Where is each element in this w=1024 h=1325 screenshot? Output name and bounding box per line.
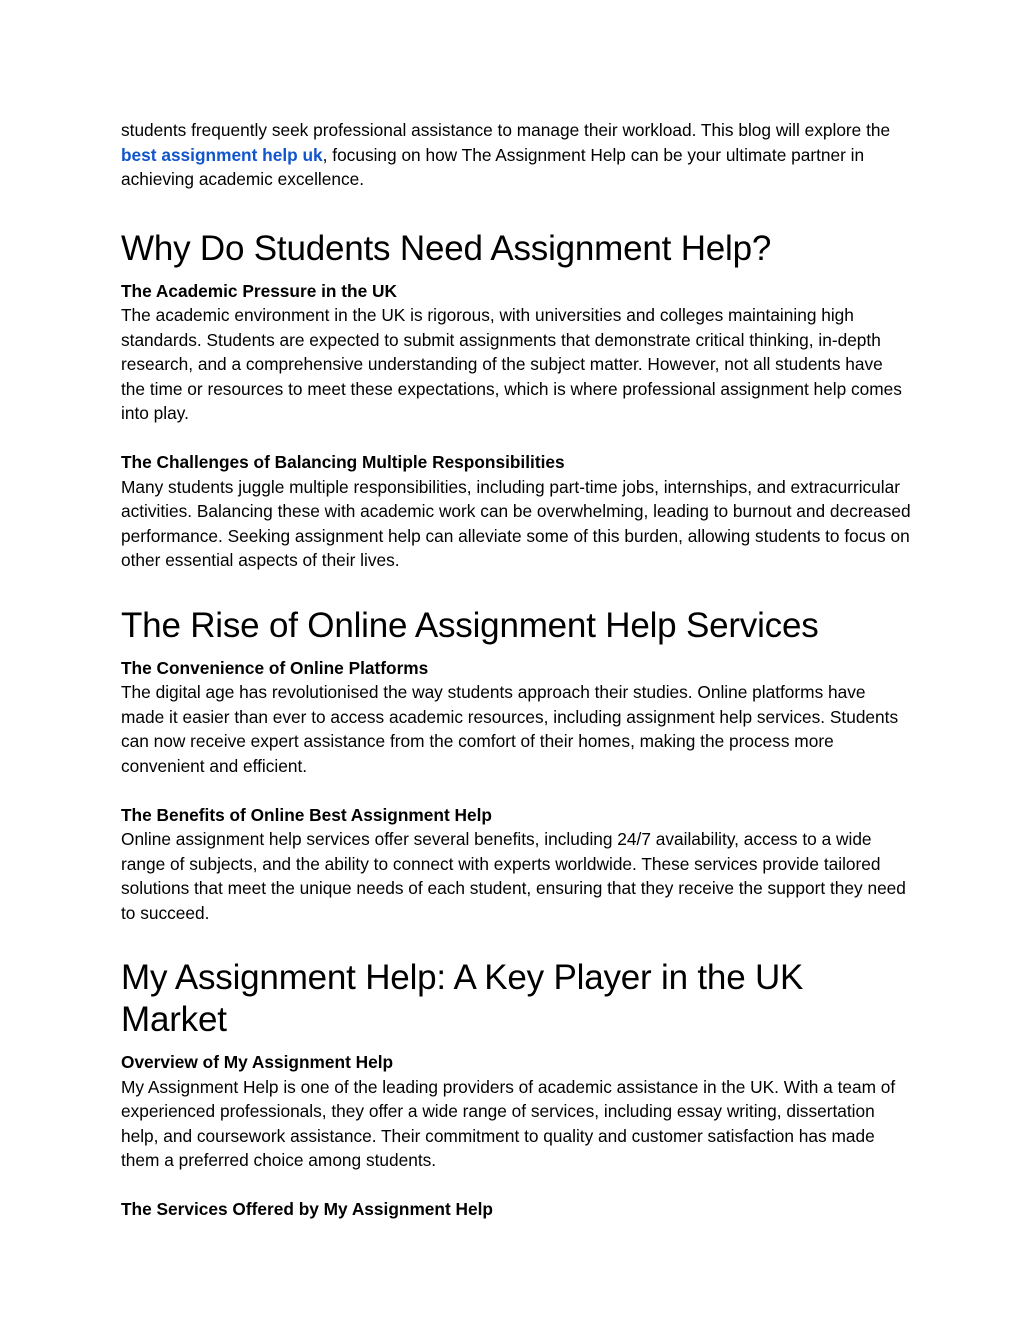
subheading-academic-pressure: The Academic Pressure in the UK bbox=[121, 280, 397, 301]
section-heading-why-students-need-help: Why Do Students Need Assignment Help? bbox=[121, 228, 772, 268]
subheading-convenience-online-platforms: The Convenience of Online Platforms bbox=[121, 657, 429, 678]
paragraph-overview-my-assignment-help: My Assignment Help is one of the leading providers of academic assistance in the UK. With a team of experienced professionals, they offer a wide range of services, including essay writing, dissertation help, and coursework assistance. Their commitment to quality and customer satisfaction has made them a preferred choice among students. bbox=[121, 1076, 896, 1170]
document-body bbox=[121, 118, 911, 1222]
intro-paragraph bbox=[121, 118, 911, 192]
intro-text-after-link: , focusing on how The Assignment Help can be your ultimate partner in achieving academic excellence. bbox=[121, 144, 865, 189]
intro-text-before-link: students frequently seek professional assistance to manage their workload. This blog will explore the bbox=[121, 120, 891, 140]
subheading-benefits-online-help: The Benefits of Online Best Assignment Help bbox=[121, 804, 492, 825]
paragraph-convenience-online-platforms: The digital age has revolutionised the way students approach their studies. Online platforms have made it easier than ever to access academic resources, including assignment help services. Students can now receive expert assistance from the comfort of their homes, making the process more convenient and efficient. bbox=[121, 682, 899, 776]
subheading-services-offered: The Services Offered by My Assignment Help bbox=[121, 1199, 493, 1219]
paragraph-balancing-responsibilities: Many students juggle multiple responsibilities, including part-time jobs, internships, and extracurricular activities. Balancing these with academic work can be overwhelming, leading to burnout and decreased performance. Seeking assignment help can alleviate some of this burden, allowing students to focus on other essential aspects of their lives. bbox=[121, 476, 911, 570]
subheading-overview-my-assignment-help: Overview of My Assignment Help bbox=[121, 1052, 394, 1072]
section-heading-key-player-uk-market: My Assignment Help: A Key Player in the UK Market bbox=[121, 958, 804, 1039]
paragraph-academic-pressure: The academic environment in the UK is rigorous, with universities and colleges maintaining high standards. Students are expected to submit assignments that demonstrate critical thinking, in-depth research, and a comprehensive understanding of the subject matter. However, not all students have the time or resources to meet these expectations, which is where professional assignment help comes into play. bbox=[121, 305, 902, 423]
subheading-balancing-responsibilities: The Challenges of Balancing Multiple Responsibilities bbox=[121, 452, 565, 472]
section-heading-rise-of-online-help: The Rise of Online Assignment Help Services bbox=[121, 605, 819, 645]
best-assignment-help-uk-link[interactable]: best assignment help uk bbox=[121, 144, 323, 165]
paragraph-benefits-online-help: Online assignment help services offer several benefits, including 24/7 availability, access to a wide range of subjects, and the ability to connect with experts worldwide. These services provide tailored solutions that meet the unique needs of each student, ensuring that they receive the support they need to succeed. bbox=[121, 829, 906, 923]
